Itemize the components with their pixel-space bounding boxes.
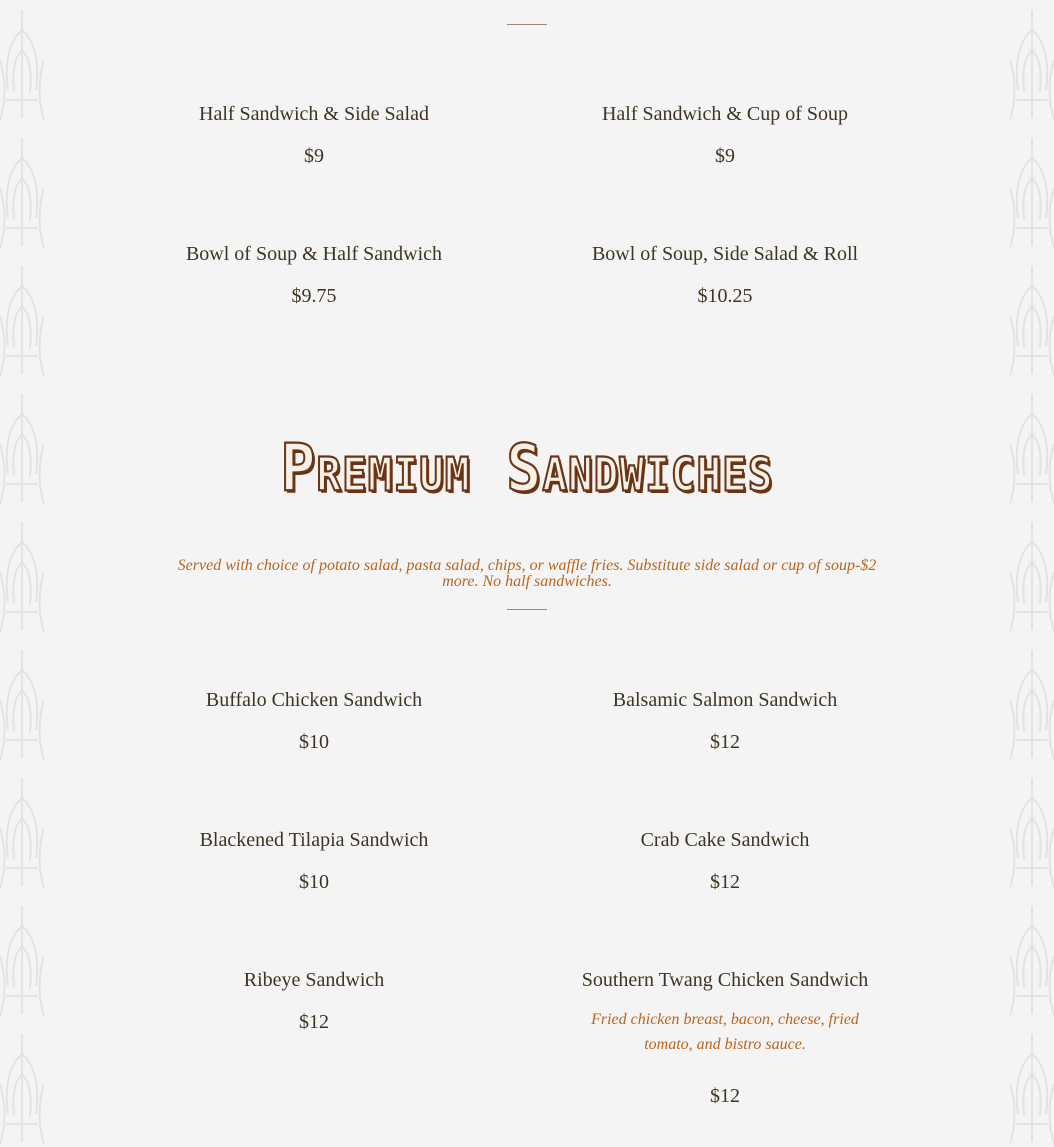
section-subtitle: Served with choice of potato salad, pasta salad, chips, or waffle fries. Substitute side salad or cup of soup-$2 more. No half sandwiches.: [177, 557, 877, 590]
item-price: $9: [304, 145, 324, 167]
item-price: $9.75: [291, 285, 337, 307]
item-name: Bowl of Soup, Side Salad & Roll: [591, 243, 859, 265]
menu-item: [545, 828, 905, 894]
item-name: Buffalo Chicken Sandwich: [205, 689, 423, 711]
item-name: Southern Twang Chicken Sandwich: [581, 969, 869, 991]
menu-item: [134, 102, 494, 168]
section-divider: [507, 24, 547, 25]
menu-item: [545, 688, 905, 754]
item-price: $9: [715, 145, 735, 167]
section-divider: [507, 609, 547, 610]
item-name: Ribeye Sandwich: [243, 969, 385, 991]
item-price: $10.25: [697, 285, 753, 307]
item-price: $12: [710, 731, 740, 753]
item-name: Balsamic Salmon Sandwich: [612, 689, 838, 711]
menu-item: [134, 242, 494, 308]
menu-item: [134, 828, 494, 894]
section-title: Premium Sandwiches: [280, 430, 774, 507]
item-name: Half Sandwich & Side Salad: [199, 103, 429, 125]
menu-item: [545, 102, 905, 168]
item-price: $12: [710, 1085, 740, 1107]
item-price: $10: [299, 731, 329, 753]
item-description: Fried chicken breast, bacon, cheese, fried tomato, and bistro sauce.: [591, 1011, 859, 1053]
item-price: $10: [299, 871, 329, 893]
menu-item: [545, 968, 905, 1108]
item-name: Bowl of Soup & Half Sandwich: [185, 243, 443, 265]
menu-item: [134, 968, 494, 1034]
menu-item: [134, 688, 494, 754]
item-name: Blackened Tilapia Sandwich: [199, 829, 429, 851]
item-price: $12: [299, 1011, 329, 1033]
item-price: $12: [710, 871, 740, 893]
item-name: Half Sandwich & Cup of Soup: [601, 103, 849, 125]
item-name: Crab Cake Sandwich: [640, 829, 810, 851]
menu-item: [545, 242, 905, 308]
